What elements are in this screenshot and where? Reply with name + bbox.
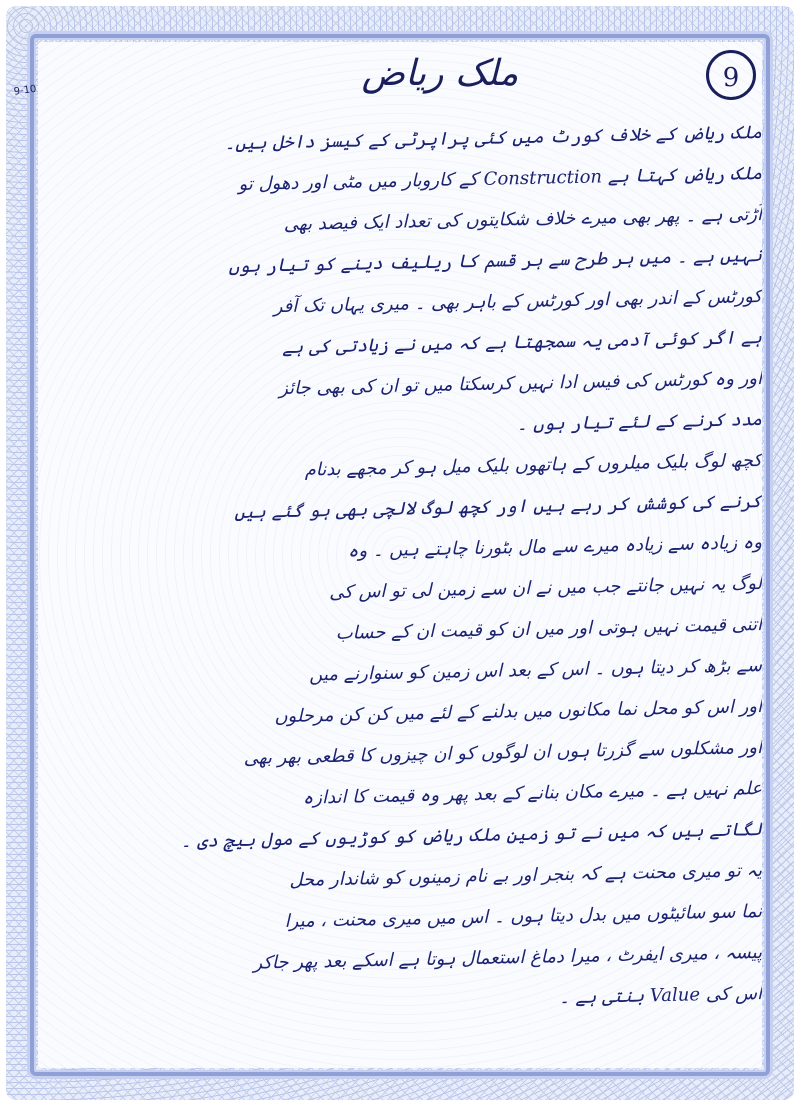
text-line: وہ زیادہ سے زیادہ میرے سے مال بٹورنا چاہتے ہیں ۔ وہ — [347, 532, 763, 562]
page-number-circle: 9 — [706, 50, 756, 100]
text-line: کورٹس کے اندر بھی اور کورٹس کے باہر بھی ۔ میری یہاں تک آفر — [273, 286, 763, 318]
text-line: اُڑتی ہے ۔ پھر بھی میرے خلاف شکایتوں کی تعداد ایک فیصد بھی — [283, 204, 763, 236]
text-line: اور وہ کورٹس کی فیس ادا نہیں کرسکتا میں تو ان کی بھی جائز — [278, 368, 763, 400]
text-line: کچھ لوگ بلیک میلروں کے ہاتھوں بلیک میل ہو کر مجھے بدنام — [304, 450, 763, 481]
text-line: سے بڑھ کر دیتا ہوں ۔ اس کے بعد اس زمین کو سنوارنے میں — [308, 655, 763, 686]
text-line: اور مشکلوں سے گزرتا ہوں ان لوگوں کو ان چیزوں کا قطعی بھر بھی — [243, 737, 763, 769]
text-line: پیسہ ، میری ایفرٹ ، میرا دماغ استعمال ہوتا ہے اسکے بعد پھر جاکر — [253, 942, 763, 974]
text-line: نہیں ہے ۔ میں ہر طرح سے ہر قسم کا ریلیف دینے کو تیار ہوں — [228, 245, 763, 278]
text-line: اس کی Value بنتی ہے ۔ — [558, 983, 763, 1009]
text-line: یہ تو میری محنت ہے کہ بنجر اور بے نام زمینوں کو شاندار محل — [289, 860, 763, 891]
text-line: ملک ریاض کے خلاف کورٹ میں کئی پراپرٹی کے کیسز داخل ہیں۔ — [224, 122, 763, 155]
text-line: مدد کرنے کے لئے تیار ہوں ۔ — [516, 409, 763, 436]
text-line: لوگ یہ نہیں جانتے جب میں نے ان سے زمین لی تو اس کی — [328, 573, 763, 604]
text-line: ملک ریاض کہتا ہے Construction کے کاروبار میں مٹی اور دھول تو — [238, 163, 763, 195]
page-title: ملک ریاض — [361, 53, 519, 94]
text-line: اتنی قیمت نہیں ہوتی اور میں ان کو قیمت ان کے حساب — [335, 614, 763, 644]
text-line: ہے اگر کوئی آدمی یہ سمجھتا ہے کہ میں نے زیادتی کی ہے — [281, 327, 763, 359]
text-line: نما سو سائیٹوں میں بدل دیتا ہوں ۔ اس میں میری محنت ، میرا — [284, 901, 763, 932]
text-line: علم نہیں ہے ۔ میرے مکان بنانے کے بعد پھر وہ قیمت کا اندازہ — [302, 778, 763, 809]
text-line: کرنے کی کوشش کر رہے ہیں اور کچھ لوگ لالچی بھی ہو گئے ہیں — [233, 491, 763, 524]
text-line: لگاتے ہیں کہ میں نے تو زمین ملک ریاض کو کوڑیوں کے مول بیچ دی ۔ — [180, 819, 763, 853]
handwritten-body — [62, 112, 762, 1014]
text-line: اور اس کو محل نما مکانوں میں بدلنے کے لئے میں کن کن مرحلوں — [274, 696, 763, 728]
date-note: 9-10 — [13, 83, 38, 98]
